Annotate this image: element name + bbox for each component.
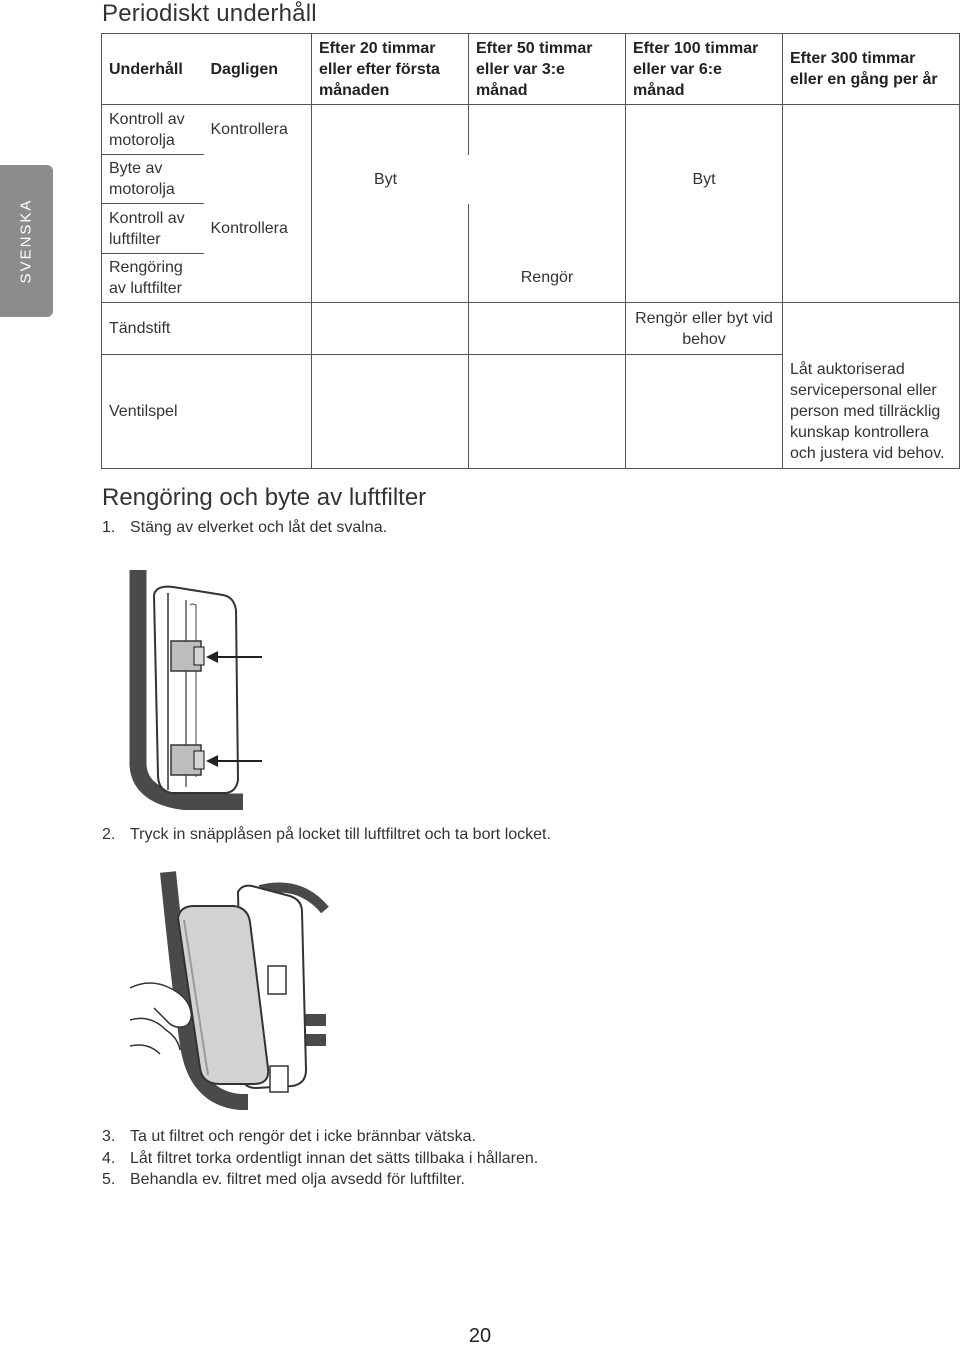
table-header-row <box>102 34 960 105</box>
language-tab <box>0 165 53 317</box>
table-cell <box>783 204 960 254</box>
table-cell <box>312 204 469 254</box>
maintenance-table <box>101 33 960 469</box>
header-300h: Efter 300 timmar eller en gång per år <box>783 34 960 105</box>
row-label: Ventilspel <box>102 355 204 469</box>
step-4 <box>102 1150 538 1168</box>
row-label: Kontroll av motorolja <box>102 105 204 155</box>
header-100h: Efter 100 timmar eller var 6:e månad <box>626 34 783 105</box>
table-cell: Byt <box>626 155 783 204</box>
step-1 <box>102 519 387 537</box>
page-number: 20 <box>468 1325 492 1347</box>
table-cell <box>204 303 312 355</box>
step-text: Ta ut filtret och rengör det i icke brännbar vätska. <box>130 1128 476 1145</box>
table-cell <box>626 254 783 303</box>
step-5 <box>102 1171 465 1189</box>
page-title: Periodiskt underhåll <box>102 0 317 27</box>
step-number: 3. <box>102 1128 116 1145</box>
header-50h: Efter 50 timmar eller var 3:e månad <box>469 34 626 105</box>
table-cell: Byt <box>312 155 626 204</box>
table-cell <box>312 254 469 303</box>
step-text: Tryck in snäpplåsen på locket till luftfiltret och ta bort locket. <box>130 826 551 843</box>
table-row <box>102 254 960 303</box>
table-cell <box>783 303 960 355</box>
table-row <box>102 155 960 204</box>
header-20h: Efter 20 timmar eller efter första månaden <box>312 34 469 105</box>
row-label: Rengöring av luftfilter <box>102 254 204 303</box>
table-cell <box>312 303 469 355</box>
table-cell <box>469 355 626 469</box>
step-number: 4. <box>102 1150 116 1167</box>
table-cell <box>783 254 960 303</box>
table-row <box>102 204 960 254</box>
step-3 <box>102 1128 476 1146</box>
table-cell <box>204 155 312 204</box>
table-cell: Kontrollera <box>204 204 312 254</box>
language-tab-label: SVENSKA <box>17 198 35 284</box>
header-daily: Dagligen <box>204 34 312 105</box>
step-number: 1. <box>102 519 116 536</box>
table-cell: Kontrollera <box>204 105 312 155</box>
table-cell <box>626 355 783 469</box>
row-label: Kontroll av luftfilter <box>102 204 204 254</box>
table-cell <box>312 105 469 155</box>
table-cell <box>783 155 960 204</box>
row-label: Byte av motorolja <box>102 155 204 204</box>
step-text: Stäng av elverket och låt det svalna. <box>130 519 388 536</box>
table-cell <box>469 204 626 254</box>
table-cell <box>626 204 783 254</box>
table-cell <box>204 254 312 303</box>
step-number: 2. <box>102 826 116 843</box>
table-row <box>102 355 960 469</box>
table-cell <box>204 355 312 469</box>
table-cell: Rengör <box>469 254 626 303</box>
table-cell <box>469 105 626 155</box>
air-filter-latch-illustration <box>128 565 278 810</box>
step-text: Behandla ev. filtret med olja avsedd för luftfilter. <box>130 1171 465 1188</box>
step-text: Låt filtret torka ordentligt innan det sätts tillbaka i hållaren. <box>130 1150 539 1167</box>
remove-cover-illustration <box>130 870 330 1115</box>
table-row <box>102 303 960 355</box>
table-cell: Låt auktoriserad servicepersonal eller person med tillräcklig kunskap kontrollera och justera vid behov. <box>783 355 960 469</box>
table-cell: Rengör eller byt vid behov <box>626 303 783 355</box>
section-title: Rengöring och byte av luftfilter <box>102 484 427 511</box>
row-label: Tändstift <box>102 303 204 355</box>
table-row <box>102 105 960 155</box>
table-cell <box>626 105 783 155</box>
header-maintenance: Underhåll <box>102 34 204 105</box>
table-cell <box>469 303 626 355</box>
step-2 <box>102 826 551 844</box>
table-cell <box>783 105 960 155</box>
step-number: 5. <box>102 1171 116 1188</box>
table-cell <box>312 355 469 469</box>
